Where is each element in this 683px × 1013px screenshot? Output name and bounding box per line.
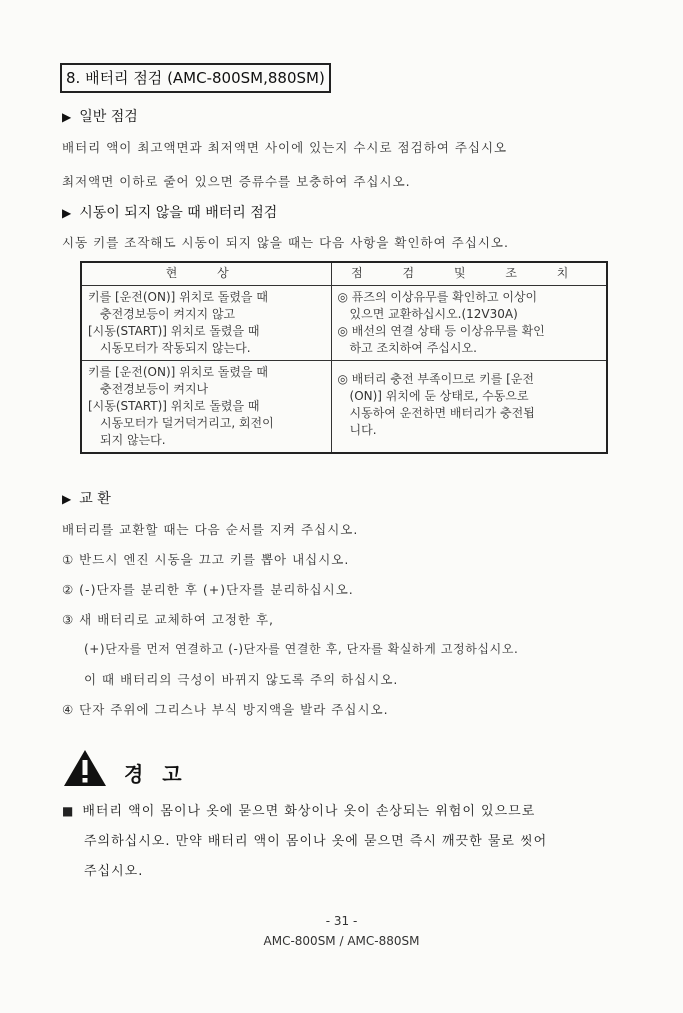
cell-text: 니다. — [349, 423, 377, 437]
general-heading-text: 일반 점검 — [79, 109, 138, 125]
model-footer: AMC-800SM / AMC-880SM — [263, 934, 420, 948]
general-line-1: 배터리 액이 최고액면과 최저액면 사이에 있는지 수시로 점검하여 주십시오 — [62, 140, 508, 155]
check-table — [80, 261, 608, 454]
warning-line-1 — [62, 800, 535, 819]
table-header-symptom: 현 상 — [81, 262, 331, 286]
cell-text: 키를 [운전(ON)] 위치로 돌렸을 때 — [88, 290, 268, 304]
symptom-cell — [81, 361, 331, 454]
replace-step-2: ② (-)단자를 분리한 후 (+)단자를 분리하십시오. — [62, 582, 354, 597]
section-title: 8. 배터리 점검 (AMC-800SM,880SM) — [60, 63, 331, 93]
no-start-heading-text: 시동이 되지 않을 때 배터리 점검 — [79, 205, 278, 221]
replace-step-3: ③ 새 배터리로 교체하여 고정한 후, — [62, 612, 275, 627]
cell-text: 있으면 교환하십시오.(12V30A) — [349, 307, 518, 321]
replace-intro: 배터리를 교환할 때는 다음 순서를 지켜 주십시오. — [62, 522, 359, 537]
action-cell — [331, 361, 607, 454]
page-number: - 31 - — [325, 914, 358, 928]
cell-text: 충전경보등이 켜지나 — [100, 382, 209, 396]
replace-step-3-detail-2: 이 때 배터리의 극성이 바뀌지 않도록 주의 하십시오. — [84, 672, 399, 687]
action-cell — [331, 286, 607, 361]
cell-text: 시동하여 운전하면 배터리가 충전됩 — [349, 406, 535, 420]
warning-line-1-text: 배터리 액이 몸이나 옷에 묻으면 화상이나 옷이 손상되는 위험이 있으므로 — [82, 804, 536, 819]
square-bullet-icon: ■ — [62, 804, 75, 818]
table-header-action: 점 검 및 조 치 — [331, 262, 607, 286]
replace-step-3-detail-1: (+)단자를 먼저 연결하고 (-)단자를 연결한 후, 단자를 확실하게 고정하십시오. — [84, 642, 519, 656]
replace-step-4: ④ 단자 주위에 그리스나 부식 방지액을 발라 주십시오. — [62, 702, 389, 717]
cell-text: 충전경보등이 켜지지 않고 — [100, 307, 236, 321]
cell-text: [시동(START)] 위치로 돌렸을 때 — [88, 399, 260, 413]
triangle-bullet-icon: ▶ — [62, 492, 72, 506]
replace-heading-text: 교 환 — [79, 491, 111, 507]
general-heading — [62, 106, 138, 126]
cell-text: 시동모터가 덜거덕거리고, 회전이 — [100, 416, 274, 430]
no-start-intro: 시동 키를 조작해도 시동이 되지 않을 때는 다음 사항을 확인하여 주십시오. — [62, 235, 509, 250]
table-row — [81, 286, 607, 361]
cell-text: ◎ 배선의 연결 상태 등 이상유무를 확인 — [337, 324, 545, 338]
warning-icon — [62, 748, 108, 788]
symptom-cell — [81, 286, 331, 361]
no-start-heading — [62, 202, 277, 222]
cell-text: ◎ 퓨즈의 이상유무를 확인하고 이상이 — [337, 290, 538, 304]
table-row — [81, 361, 607, 454]
warning-title: 경 고 — [124, 762, 188, 786]
cell-text: 시동모터가 작동되지 않는다. — [100, 341, 251, 355]
cell-text: [시동(START)] 위치로 돌렸을 때 — [88, 324, 260, 338]
cell-text: 하고 조치하여 주십시오. — [349, 341, 477, 355]
triangle-bullet-icon: ▶ — [62, 110, 72, 124]
cell-text: 키를 [운전(ON)] 위치로 돌렸을 때 — [88, 365, 268, 379]
cell-text: (ON)] 위치에 둔 상태로, 수동으로 — [349, 389, 529, 403]
warning-line-3: 주십시오. — [84, 864, 144, 879]
replace-step-1: ① 반드시 엔진 시동을 끄고 키를 뽑아 내십시오. — [62, 552, 350, 567]
cell-text: 되지 않는다. — [100, 433, 166, 447]
replace-heading — [62, 488, 111, 508]
triangle-bullet-icon: ▶ — [62, 206, 72, 220]
warning-line-2: 주의하십시오. 만약 배터리 액이 몸이나 옷에 묻으면 즉시 깨끗한 물로 씻어 — [84, 834, 548, 849]
cell-text: ◎ 배터리 충전 부족이므로 키를 [운전 — [337, 372, 535, 386]
general-line-2: 최저액면 이하로 줄어 있으면 증류수를 보충하여 주십시오. — [62, 174, 411, 189]
